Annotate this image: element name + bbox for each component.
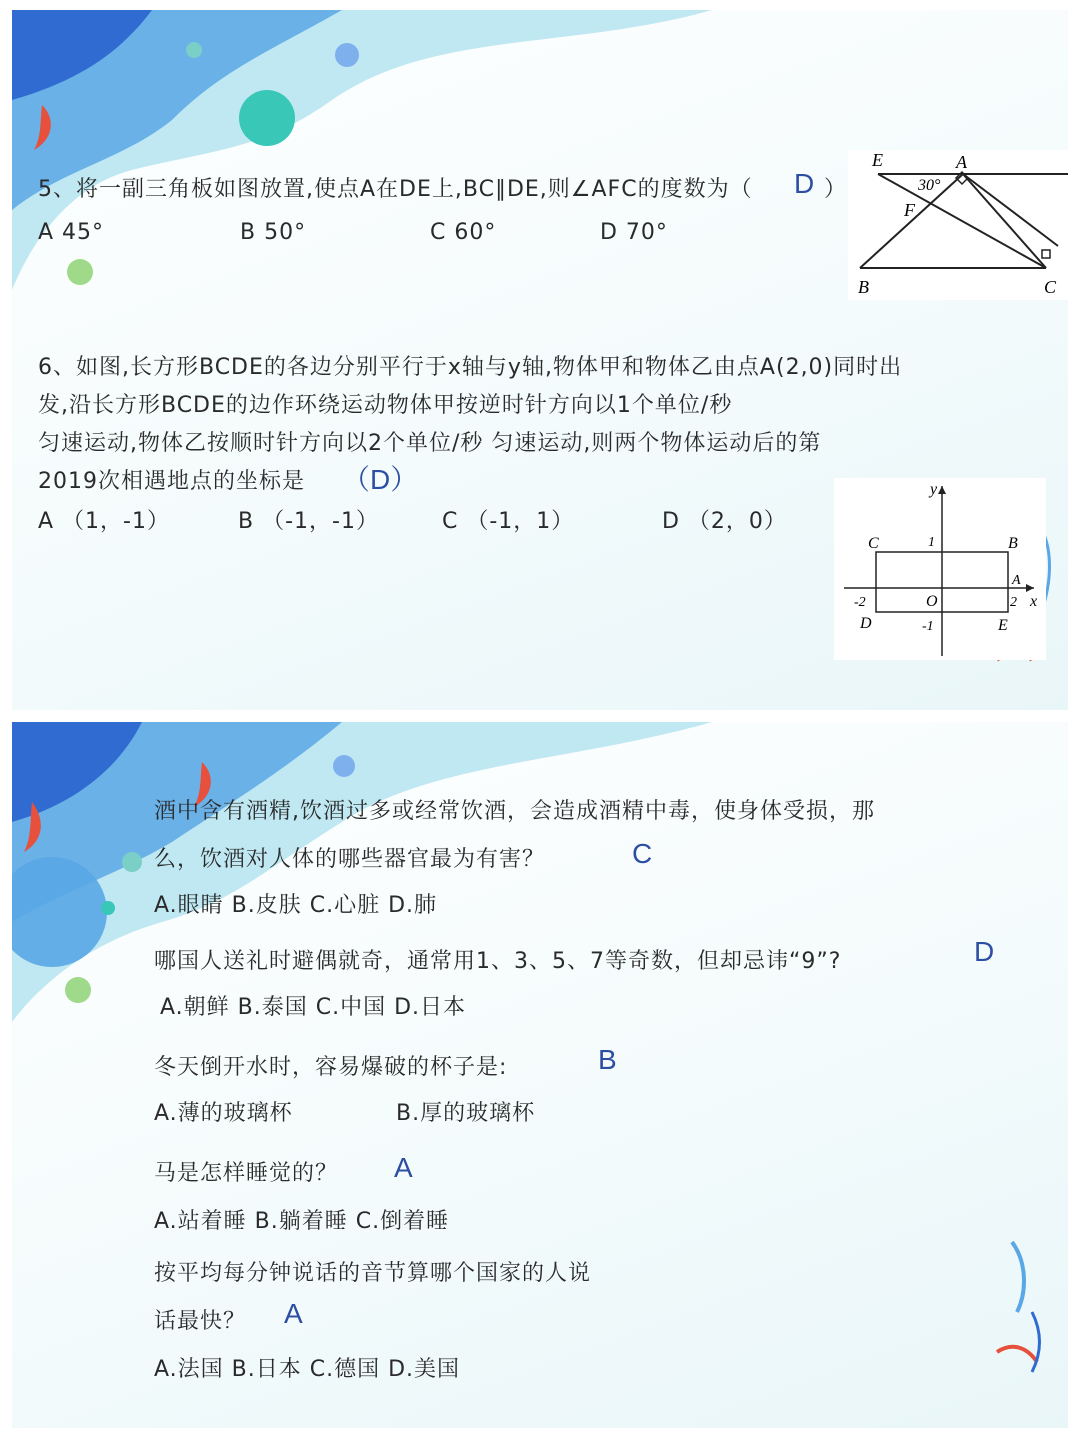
q1-answer: C [632, 838, 653, 869]
q6-coordinate-figure [834, 478, 1046, 660]
fig-label-d: D [860, 615, 872, 632]
q2-answer: D [974, 936, 995, 967]
q3-question: 冬天倒开水时，容易爆破的杯子是: [154, 1055, 508, 1080]
q3-answer: B [598, 1044, 617, 1075]
fig-label-neg-one: -1 [922, 619, 934, 634]
q6-option-b: B （-1，-1） [238, 509, 379, 534]
q6-line-4: 2019次相遇地点的坐标是 [38, 469, 305, 494]
fig-label-e: E [998, 617, 1008, 634]
q6-line-1: 6、如图,长方形BCDE的各边分别平行于x轴与y轴,物体甲和物体乙由点A(2,0)同时出 [38, 355, 903, 380]
slide-2 [12, 722, 1068, 1428]
fig-label-c: C [1044, 277, 1057, 297]
q5-option-d: D 70° [600, 220, 668, 245]
q5-triangle-figure [848, 150, 1068, 300]
fig-label-one: 1 [928, 535, 935, 550]
q6-option-d: D （2，0） [662, 509, 787, 534]
slide-1 [12, 10, 1068, 710]
q5-question: 5、将一副三角板如图放置,使点A在DE上,BC∥DE,则∠AFC的度数为（ [38, 177, 753, 202]
fig-label-y: y [930, 481, 938, 498]
q1-line-2: 么，饮酒对人体的哪些器官最为有害？ [154, 847, 546, 872]
fig-label-b: B [1008, 535, 1018, 552]
fig-label-two: 2 [1010, 595, 1017, 610]
q5b-answer: A [284, 1298, 303, 1329]
q5-option-c: C 60° [430, 220, 497, 245]
fig-label-e: E [872, 150, 883, 170]
q5-option-b: B 50° [240, 220, 307, 245]
q5-answer: D [794, 168, 815, 199]
q5b-line-1: 按平均每分钟说话的音节算哪个国家的人说 [154, 1261, 592, 1286]
q6-line-3: 匀速运动,物体乙按顺时针方向以2个单位/秒 匀速运动,则两个物体运动后的第 [38, 431, 822, 456]
q5b-line-2: 话最快？ [154, 1309, 247, 1334]
fig-label-neg-two: -2 [854, 595, 866, 610]
fig-label-a: A [1012, 573, 1021, 588]
q2-question: 哪国人送礼时避偶就奇，通常用1、3、5、7等奇数，但却忌讳“9”? [154, 949, 842, 974]
q4-question: 马是怎样睡觉的？ [154, 1161, 339, 1186]
q4-options: A.站着睡 B.躺着睡 C.倒着睡 [154, 1209, 450, 1234]
fig-label-angle: 30° [918, 177, 941, 194]
q1-line-1: 酒中含有酒精,饮酒过多或经常饮酒，会造成酒精中毒，使身体受损，那 [154, 799, 875, 824]
fig-label-f: F [904, 200, 915, 220]
fig-label-x: x [1030, 593, 1038, 610]
fig-label-c: C [868, 535, 879, 552]
fig-label-o: O [926, 593, 938, 610]
q6-option-a: A （1，-1） [38, 509, 170, 534]
q6-answer: （D） [342, 464, 419, 495]
q6-option-c: C （-1，1） [442, 509, 575, 534]
q6-line-2: 发,沿长方形BCDE的边作环绕运动物体甲按逆时针方向以1个单位/秒 [38, 393, 733, 418]
q5-option-a: A 45° [38, 220, 105, 245]
q3-option-b: B.厚的玻璃杯 [396, 1101, 536, 1126]
q4-answer: A [394, 1152, 413, 1183]
q5b-options: A.法国 B.日本 C.德国 D.美国 [154, 1357, 461, 1382]
q2-options: A.朝鲜 B.泰国 C.中国 D.日本 [160, 995, 467, 1020]
q5-close-paren: ） [824, 177, 848, 202]
q1-options: A.眼睛 B.皮肤 C.心脏 D.肺 [154, 893, 438, 918]
q3-option-a: A.薄的玻璃杯 [154, 1101, 293, 1126]
fig-label-a: A [956, 152, 967, 172]
fig-label-b: B [858, 277, 869, 297]
